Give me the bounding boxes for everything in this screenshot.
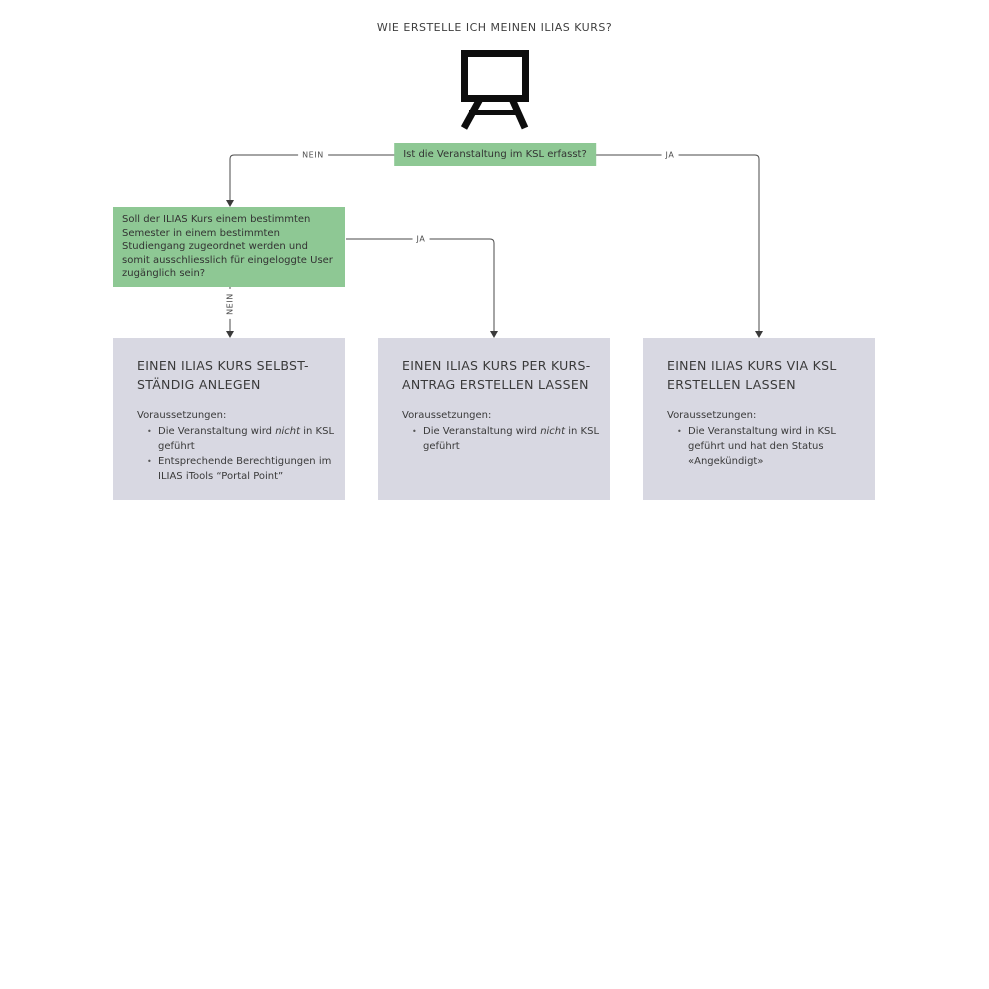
edge-label-root-nein: NEIN [298, 151, 328, 160]
outcome-box-via-ksl-erstellen [643, 338, 875, 500]
prereq-item: • Entsprechende Berechtigungen im ILIAS iTools “Portal Point” [147, 454, 339, 484]
prereq-label: Voraussetzungen: [667, 409, 757, 421]
arrowhead-icon [755, 331, 763, 338]
decision-node-ksl-erfasst: Ist die Veranstaltung im KSL erfasst? [394, 143, 596, 166]
prereq-list [147, 424, 339, 484]
easel-whiteboard-icon [456, 50, 534, 132]
prereq-item: • Die Veranstaltung wird in KSL geführt und hat den Status «Angekündigt» [677, 424, 869, 469]
edge-label-root-ja: JA [662, 151, 679, 160]
prereq-item: • Die Veranstaltung wird nicht in KSL geführt [147, 424, 339, 454]
outcome-title: EINEN ILIAS KURS SELBST- STÄNDIG ANLEGEN [137, 358, 309, 393]
outcome-box-selbststaendig-anlegen [113, 338, 345, 500]
outcome-box-kursantrag-erstellen [378, 338, 610, 500]
prereq-label: Voraussetzungen: [137, 409, 227, 421]
prereq-item: • Die Veranstaltung wird nicht in KSL geführt [412, 424, 604, 454]
arrowhead-icon [226, 331, 234, 338]
outcome-title: EINEN ILIAS KURS PER KURS- ANTRAG ERSTELLEN LASSEN [402, 358, 591, 393]
arrowhead-icon [490, 331, 498, 338]
prereq-list [412, 424, 604, 454]
arrowhead-icon [226, 200, 234, 207]
prereq-list [677, 424, 869, 469]
prereq-label: Voraussetzungen: [402, 409, 492, 421]
decision-node-semester-zuordnung: Soll der ILIAS Kurs einem bestimmten Semester in einem bestimmten Studiengang zugeordnet werden und somit ausschliesslich für eingeloggte User zugänglich sein? [113, 207, 345, 287]
outcome-title: EINEN ILIAS KURS VIA KSL ERSTELLEN LASSEN [667, 358, 837, 393]
edge-label-semester-nein: NEIN [226, 289, 235, 319]
edge-label-semester-ja: JA [413, 235, 430, 244]
page-title: WIE ERSTELLE ICH MEINEN ILIAS KURS? [376, 21, 613, 34]
